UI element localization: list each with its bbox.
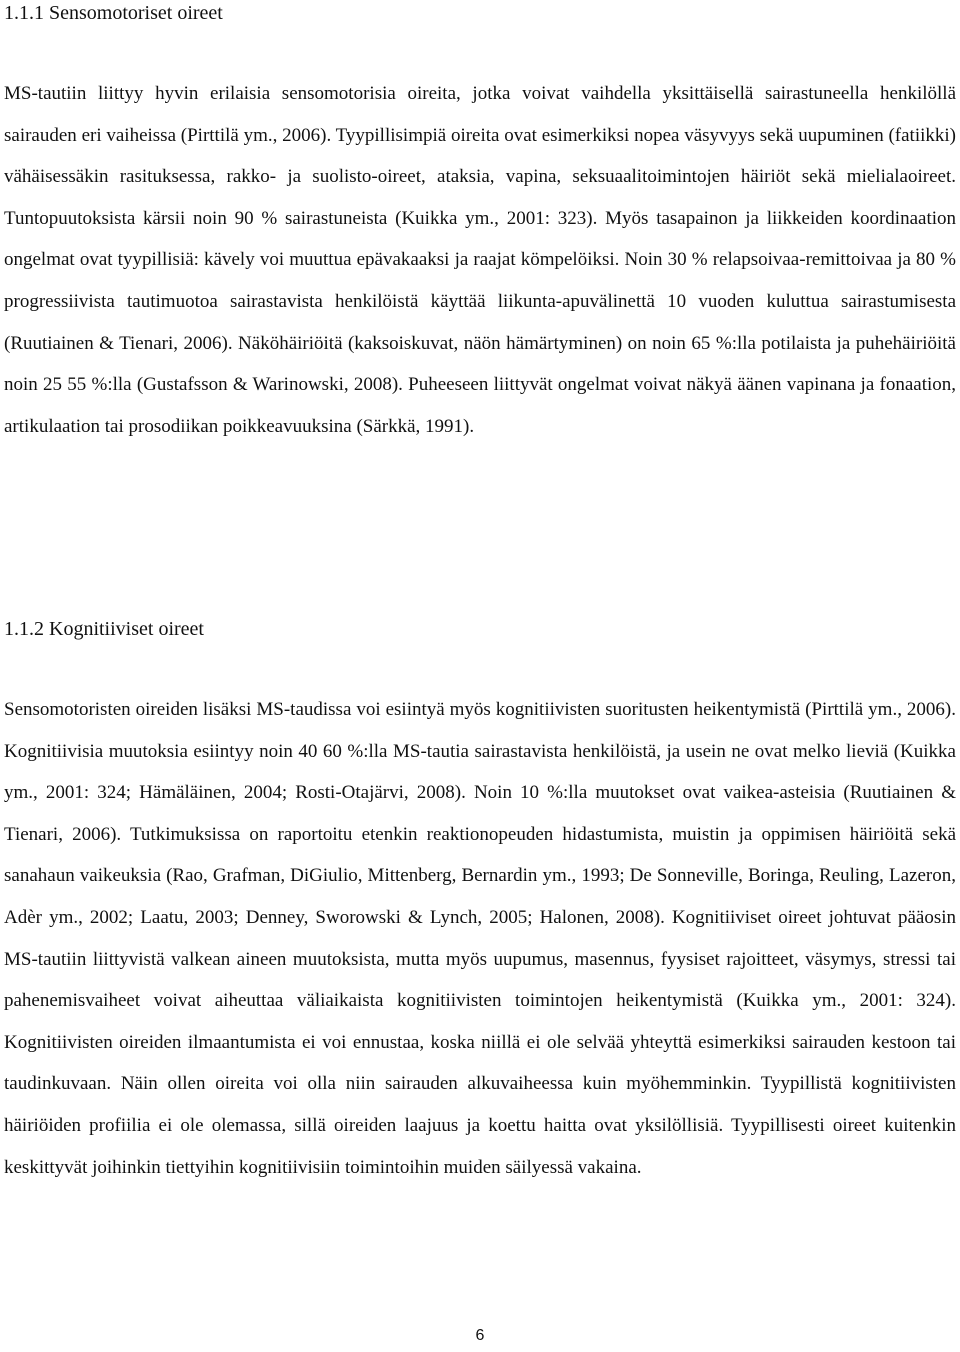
paragraph-sensomotoriset: MS-tautiin liittyy hyvin erilaisia sensomotorisia oireita, jotka voivat vaihdella yksittäisellä sairastuneella henkilöllä sairauden eri vaiheissa (Pirttilä ym., 2006). Tyypillisimpiä oireita ovat esimerkiksi nopea väsyvyys sekä uupuminen (fatiikki) vähäisessäkin rasituksessa, rakko- ja suolisto-oireet, ataksia, vapina, seksuaalitoimintojen häiriöt sekä mielialaoireet. Tuntopuutoksista kärsii noin 90 % sairastuneista (Kuikka ym., 2001: 323). Myös tasapainon ja liikkeiden koordinaation ongelmat ovat tyypillisiä: kävely voi muuttua epävakaaksi ja raajat kömpelöiksi. Noin 30 % relapsoivaa-remittoivaa ja 80 % progressiivista tautimuotoa sairastavista henkilöistä käyttää liikunta-apuvälinettä 10 vuoden kuluttua sairastumisesta (Ruutiainen & Tienari, 2006). Näköhäiriöitä (kaksoiskuvat, näön hämärtyminen) on noin 65 %:lla potilaista ja puhehäiriöitä noin 25 55 %:lla (Gustafsson & Warinowski, 2008). Puheeseen liittyvät ongelmat voivat näkyä äänen vapinana ja fonaation, artikulaation tai prosodiikan poikkeavuuksina (Särkkä, 1991). [4, 83, 956, 437]
page-number: 6 [475, 1327, 485, 1344]
paragraph-kognitiiviset: Sensomotoristen oireiden lisäksi MS-taudissa voi esiintyä myös kognitiivisten suoritusten heikentymistä (Pirttilä ym., 2006). Kognitiivisia muutoksia esiintyy noin 40 60 %:lla MS-tautia sairastavista henkilöistä, ja usein ne ovat melko lieviä (Kuikka ym., 2001: 324; Hämäläinen, 2004; Rosti-Otajärvi, 2008). Noin 10 %:lla muutokset ovat vaikea-asteisia (Ruutiainen & Tienari, 2006). Tutkimuksissa on raportoitu etenkin reaktionopeuden hidastumista, muistin ja oppimisen häiriöitä sekä sanahaun vaikeuksia (Rao, Grafman, DiGiulio, Mittenberg, Bernardin ym., 1993; De Sonneville, Boringa, Reuling, Lazeron, Adèr ym., 2002; Laatu, 2003; Denney, Sworowski & Lynch, 2005; Halonen, 2008). Kognitiiviset oireet johtuvat pääosin MS-tautiin liittyvistä valkean aineen muutoksista, mutta myös uupumus, masennus, fyysiset rajoitteet, väsymys, stressi tai pahenemisvaiheet voivat aiheuttaa väliaikaista kognitiivisten toimintojen heikentymistä (Kuikka ym., 2001: 324). Kognitiivisten oireiden ilmaantumista ei voi ennustaa, koska niillä ei ole selvää yhteyttä esimerkiksi sairauden kestoon tai taudinkuvaan. Näin ollen oireita voi olla niin sairauden alkuvaiheessa kuin myöhemminkin. Tyypillistä kognitiivisten häiriöiden profiilia ei ole olemassa, sillä oireiden laajuus ja koettu haitta ovat yksilöllisiä. Tyypillisesti oireet kuitenkin keskittyvät joihinkin tiettyihin kognitiivisiin toimintoihin muiden säilyessä vakaina. [4, 699, 956, 1178]
section-heading-kognitiiviset: 1.1.2 Kognitiiviset oireet [4, 618, 204, 640]
section-heading-sensomotoriset: 1.1.1 Sensomotoriset oireet [4, 2, 223, 24]
